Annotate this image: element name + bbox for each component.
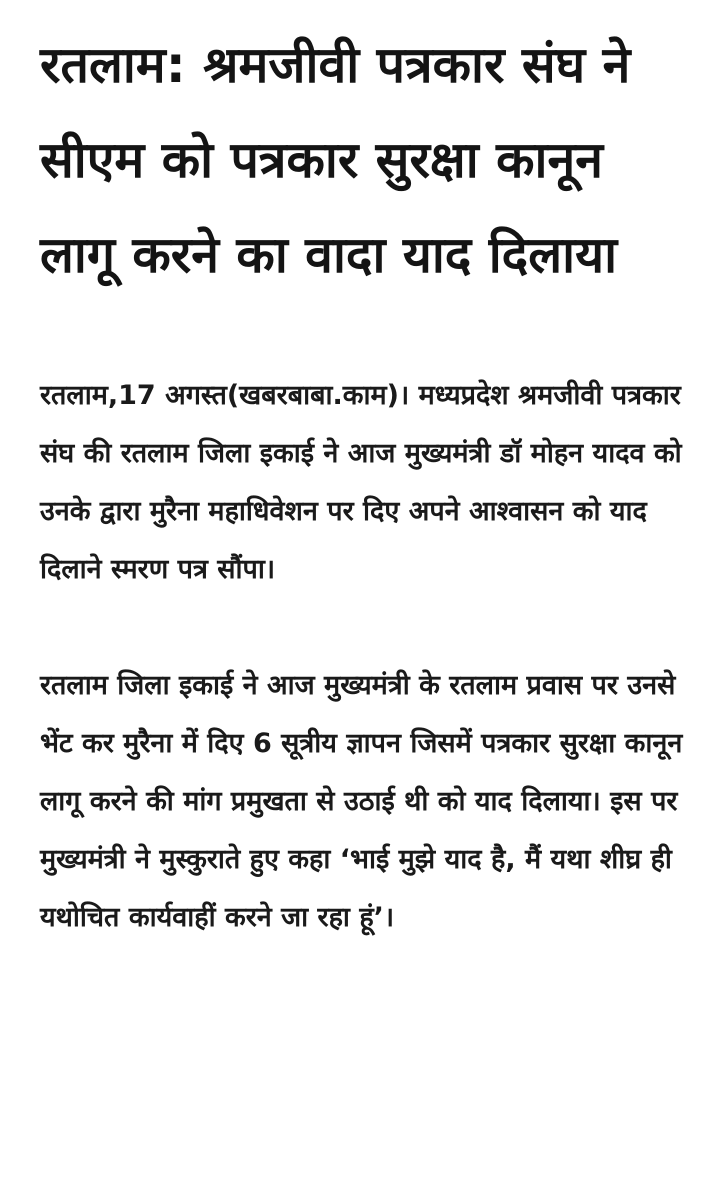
article-paragraph-2: रतलाम जिला इकाई ने आज मुख्यमंत्री के रतलाम प्रवास पर उनसे भेंट कर मुरैना में दिए 6 सूत्रीय ज्ञापन जिसमें पत्रकार सुरक्षा कानून लागू करने की मांग प्रमुखता से उठाई थी को याद दिलाया। इस पर मुख्यमंत्री ने मुस्कुराते हुए कहा ‘भाई मुझे याद है, मैं यथा शीघ्र ही यथोचित कार्यवाहीं करने जा रहा हूं’।	[40, 670, 683, 933]
article-paragraph-1: रतलाम,17 अगस्त(खबरबाबा.काम)। मध्यप्रदेश श्रमजीवी पत्रकार संघ की रतलाम जिला इकाई ने आज मुख्यमंत्री डॉ मोहन यादव को उनके द्वारा मुरैना महाधिवेशन पर दिए अपने आश्वासन को याद दिलाने स्मरण पत्र सौंपा।	[40, 380, 682, 585]
article-headline: रतलाम: श्रमजीवी पत्रकार संघ ने सीएम को पत्रकार सुरक्षा कानून लागू करने का वादा याद दिलाया	[40, 36, 631, 284]
news-article	[40, 18, 690, 947]
